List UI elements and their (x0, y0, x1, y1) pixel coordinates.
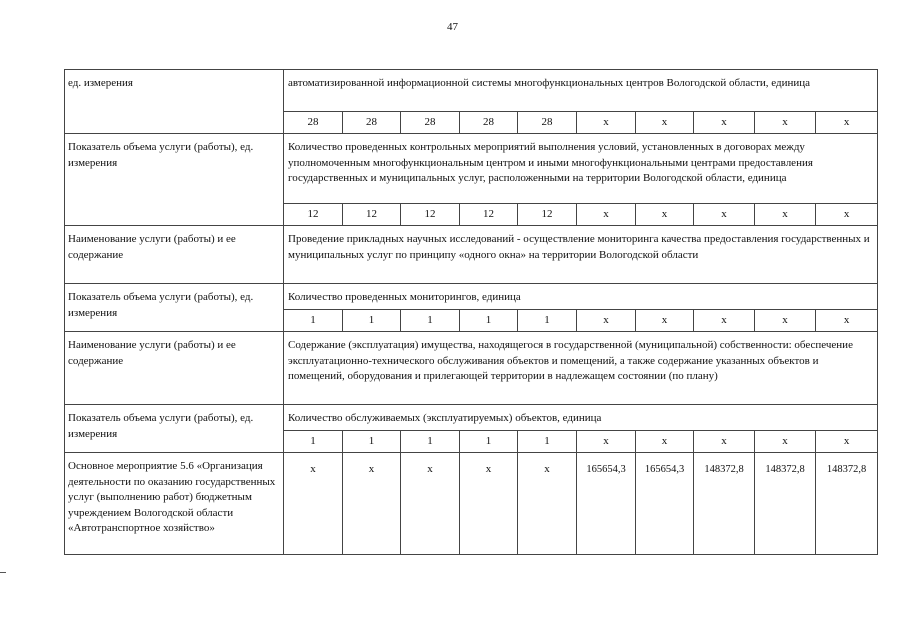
value-cell: 148372,8 (755, 453, 816, 555)
value-cell: x (816, 204, 878, 226)
value-cell: x (694, 431, 755, 453)
value-cell: 1 (343, 431, 401, 453)
value-cell: x (816, 310, 878, 332)
value-cell: 1 (518, 310, 577, 332)
value-cell: 1 (343, 310, 401, 332)
value-cell: 28 (343, 112, 401, 134)
row-label: Показатель объема услуги (работы), ед. измерения (65, 405, 284, 453)
row-label: Наименование услуги (работы) и ее содержание (65, 332, 284, 405)
row-label: Показатель объема услуги (работы), ед. измерения (65, 134, 284, 226)
row-label: ед. измерения (65, 70, 284, 134)
value-cell: x (636, 112, 694, 134)
row-description: Количество проведенных мониторингов, единица (284, 284, 878, 310)
program-table (64, 69, 878, 555)
margin-mark (0, 572, 6, 573)
value-cell: 28 (518, 112, 577, 134)
value-cell: x (816, 112, 878, 134)
value-cell: x (694, 204, 755, 226)
row-label: Наименование услуги (работы) и ее содержание (65, 226, 284, 284)
value-cell: 1 (460, 431, 518, 453)
value-cell: x (577, 204, 636, 226)
value-cell: 12 (284, 204, 343, 226)
value-cell: x (755, 204, 816, 226)
row-label: Основное мероприятие 5.6 «Организация деятельности по оказанию государственных услуг (выполнению работ) бюджетным учреждением Вологодской области «Автотранспортное хозяйство» (65, 453, 284, 555)
value-cell: 1 (284, 310, 343, 332)
value-cell: 1 (401, 431, 460, 453)
row-description: автоматизированной информационной системы многофункциональных центров Вологодской области, единица (284, 70, 878, 112)
value-cell: x (816, 431, 878, 453)
value-cell: 1 (284, 431, 343, 453)
row-description: Количество обслуживаемых (эксплуатируемых) объектов, единица (284, 405, 878, 431)
value-cell: x (401, 453, 460, 555)
value-cell: x (284, 453, 343, 555)
value-cell: 165654,3 (636, 453, 694, 555)
value-cell: x (577, 112, 636, 134)
table-row (65, 134, 878, 204)
table-row (65, 284, 878, 310)
value-cell: x (694, 112, 755, 134)
value-cell: x (755, 112, 816, 134)
value-cell: 148372,8 (816, 453, 878, 555)
page-number: 47 (447, 21, 458, 33)
row-description: Содержание (эксплуатация) имущества, находящегося в государственной (муниципальной) собственности: обеспечение эксплуатационно-технического обслуживания объектов и помещений, а также содержание указанных объектов и помещений, оборудования и прилегающей территории в надлежащем состоянии (по плану) (284, 332, 878, 405)
table-row (65, 405, 878, 431)
value-cell: x (694, 310, 755, 332)
value-cell: 148372,8 (694, 453, 755, 555)
table-row (65, 453, 878, 555)
table-row (65, 70, 878, 112)
value-cell: 12 (518, 204, 577, 226)
table-row (65, 332, 878, 405)
value-cell: x (518, 453, 577, 555)
value-cell: 1 (460, 310, 518, 332)
value-cell: x (755, 431, 816, 453)
value-cell: x (577, 431, 636, 453)
value-cell: 28 (460, 112, 518, 134)
row-description: Количество проведенных контрольных мероприятий выполнения условий, установленных в договорах между уполномоченным многофункциональным центром и иными многофункциональными центрами предоставления государственных и муниципальных услуг, расположенными на территории Вологодской области, единица (284, 134, 878, 204)
value-cell: x (343, 453, 401, 555)
value-cell: 28 (284, 112, 343, 134)
value-cell: 28 (401, 112, 460, 134)
value-cell: x (636, 310, 694, 332)
value-cell: 12 (343, 204, 401, 226)
row-label: Показатель объема услуги (работы), ед. измерения (65, 284, 284, 332)
value-cell: 1 (401, 310, 460, 332)
value-cell: 165654,3 (577, 453, 636, 555)
value-cell: 12 (460, 204, 518, 226)
value-cell: x (636, 431, 694, 453)
row-description: Проведение прикладных научных исследований - осуществление мониторинга качества предоставления государственных и муниципальных услуг по принципу «одного окна» на территории Вологодской области (284, 226, 878, 284)
value-cell: x (755, 310, 816, 332)
table-row (65, 226, 878, 284)
value-cell: 1 (518, 431, 577, 453)
value-cell: 12 (401, 204, 460, 226)
value-cell: x (460, 453, 518, 555)
value-cell: x (577, 310, 636, 332)
value-cell: x (636, 204, 694, 226)
